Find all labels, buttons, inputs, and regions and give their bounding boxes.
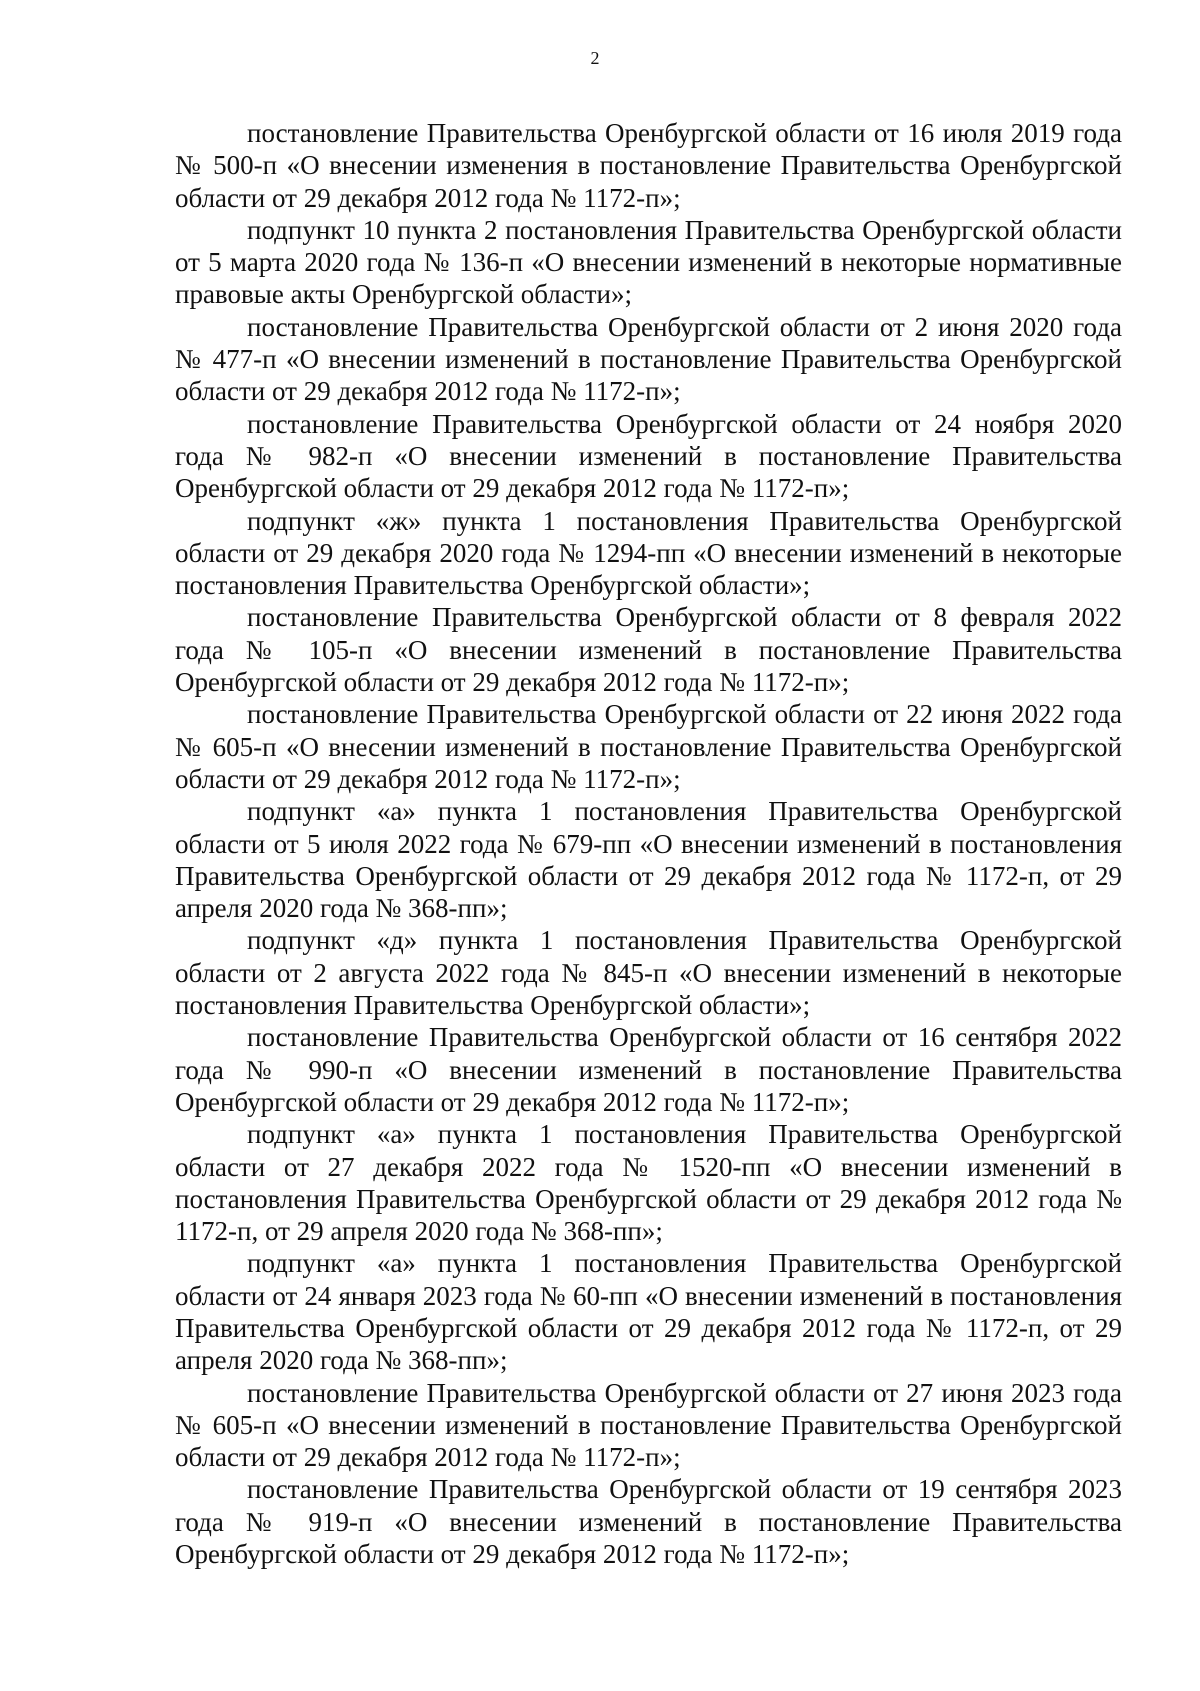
page-number: 2 bbox=[590, 48, 600, 68]
paragraph: постановление Правительства Оренбургской области от 2 июня 2020 года № 477-п «О внесении изменений в постановление Правительства Оренбургской области от 29 декабря 2012 года № 1172-п»; bbox=[175, 311, 1122, 407]
paragraph: постановление Правительства Оренбургской области от 16 июля 2019 года № 500-п «О внесении изменения в постановление Правительства Оренбургской области от 29 декабря 2012 года № 1172-п»; bbox=[175, 118, 1122, 213]
paragraph: подпункт «а» пункта 1 постановления Правительства Оренбургской области от 24 января 2023 года № 60-пп «О внесении изменений в постановления Правительства Оренбургской области от 29 декабря 2012 года № 1172-п, от 29 апреля 2020 года № 368-пп»; bbox=[175, 1248, 1122, 1376]
document-body bbox=[175, 117, 1122, 1570]
paragraph: подпункт «ж» пункта 1 постановления Правительства Оренбургской области от 29 декабря 2020 года № 1294-пп «О внесении изменений в некоторые постановления Правительства Оренбургской области»; bbox=[175, 505, 1122, 601]
paragraph: постановление Правительства Оренбургской области от 22 июня 2022 года № 605-п «О внесении изменений в постановление Правительства Оренбургской области от 29 декабря 2012 года № 1172-п»; bbox=[175, 699, 1122, 794]
paragraph: подпункт «а» пункта 1 постановления Правительства Оренбургской области от 5 июля 2022 года № 679-пп «О внесении изменений в постановления Правительства Оренбургской области от 29 декабря 2012 года № 1172-п, от 29 апреля 2020 года № 368-пп»; bbox=[175, 796, 1122, 924]
paragraph: подпункт 10 пункта 2 постановления Правительства Оренбургской области от 5 марта 2020 года № 136-п «О внесении изменений в некоторые нормативные правовые акты Оренбургской области»; bbox=[175, 214, 1122, 310]
paragraph: подпункт «а» пункта 1 постановления Правительства Оренбургской области от 27 декабря 2022 года № 1520-пп «О внесении изменений в постановления Правительства Оренбургской области от 29 декабря 2012 года № 1172-п, от 29 апреля 2020 года № 368-пп»; bbox=[175, 1119, 1122, 1247]
paragraph: постановление Правительства Оренбургской области от 27 июня 2023 года № 605-п «О внесении изменений в постановление Правительства Оренбургской области от 29 декабря 2012 года № 1172-п»; bbox=[175, 1377, 1122, 1473]
paragraph: постановление Правительства Оренбургской области от 24 ноября 2020 года № 982-п «О внесении изменений в постановление Правительства Оренбургской области от 29 декабря 2012 года № 1172-п»; bbox=[175, 408, 1122, 504]
paragraph: подпункт «д» пункта 1 постановления Правительства Оренбургской области от 2 августа 2022 года № 845-п «О внесении изменений в некоторые постановления Правительства Оренбургской области»; bbox=[175, 925, 1122, 1021]
paragraph: постановление Правительства Оренбургской области от 16 сентября 2022 года № 990-п «О внесении изменений в постановление Правительства Оренбургской области от 29 декабря 2012 года № 1172-п»; bbox=[175, 1022, 1122, 1117]
paragraph: постановление Правительства Оренбургской области от 19 сентября 2023 года № 919-п «О внесении изменений в постановление Правительства Оренбургской области от 29 декабря 2012 года № 1172-п»; bbox=[175, 1474, 1122, 1570]
paragraph: постановление Правительства Оренбургской области от 8 февраля 2022 года № 105-п «О внесении изменений в постановление Правительства Оренбургской области от 29 декабря 2012 года № 1172-п»; bbox=[175, 602, 1122, 698]
